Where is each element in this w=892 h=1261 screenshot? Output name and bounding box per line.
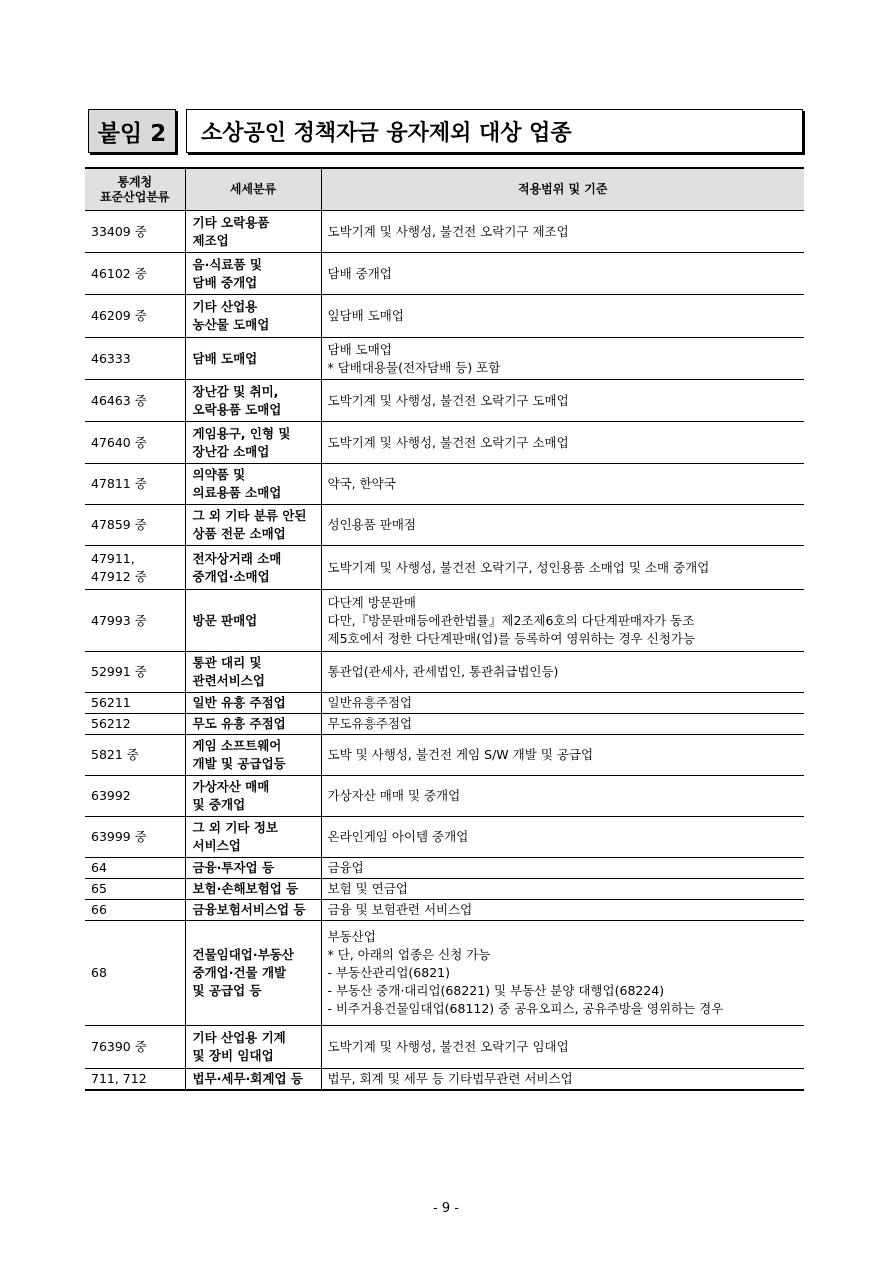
row-code: 47911, 47912 중 [85, 546, 185, 590]
row-code: 5821 중 [85, 735, 185, 776]
table-row [85, 879, 804, 900]
row-code: 47993 중 [85, 590, 185, 652]
table-row [85, 714, 804, 735]
row-code: 46463 중 [85, 380, 185, 422]
row-subclass-name: 보험·손해보험업 등 [185, 879, 321, 900]
table-row [85, 900, 804, 921]
table-row [85, 380, 804, 422]
row-code: 65 [85, 879, 185, 900]
table-row [85, 817, 804, 858]
row-scope: 도박기계 및 사행성, 불건전 오락기구 도매업 [321, 380, 804, 422]
row-subclass-name: 장난감 및 취미, 오락용품 도매업 [185, 380, 321, 422]
table-row [85, 211, 804, 253]
page-title: 소상공인 정책자금 융자제외 대상 업종 [186, 109, 803, 153]
row-code: 47859 중 [85, 505, 185, 546]
table-row [85, 1069, 804, 1091]
row-code: 33409 중 [85, 211, 185, 253]
row-code: 711, 712 [85, 1069, 185, 1091]
table-row [85, 546, 804, 590]
row-subclass-name: 기타 산업용 기계 및 장비 임대업 [185, 1026, 321, 1069]
row-subclass-name: 그 외 기타 정보 서비스업 [185, 817, 321, 858]
row-scope: 도박기계 및 사행성, 불건전 오락기구 제조업 [321, 211, 804, 253]
attachment-tag: 붙임 2 [88, 109, 176, 153]
row-scope: 도박기계 및 사행성, 불건전 오락기구 임대업 [321, 1026, 804, 1069]
header-scope: 적용범위 및 기준 [321, 168, 804, 211]
row-scope: 담배 도매업 * 담배대용물(전자담배 등) 포함 [321, 338, 804, 380]
row-code: 47640 중 [85, 422, 185, 464]
row-subclass-name: 방문 판매업 [185, 590, 321, 652]
row-subclass-name: 금융·투자업 등 [185, 858, 321, 879]
row-subclass-name: 음·식료품 및 담배 중개업 [185, 253, 321, 295]
row-scope: 성인용품 판매점 [321, 505, 804, 546]
row-subclass-name: 법무·세무·회계업 등 [185, 1069, 321, 1091]
row-scope: 법무, 회계 및 세무 등 기타법무관련 서비스업 [321, 1069, 804, 1091]
table-row [85, 776, 804, 817]
table-row [85, 505, 804, 546]
row-scope: 금융 및 보험관련 서비스업 [321, 900, 804, 921]
row-subclass-name: 담배 도매업 [185, 338, 321, 380]
row-scope: 도박기계 및 사행성, 불건전 오락기구, 성인용품 소매업 및 소매 중개업 [321, 546, 804, 590]
table-header-row [85, 168, 804, 211]
row-subclass-name: 그 외 기타 분류 안된 상품 전문 소매업 [185, 505, 321, 546]
page-number: - 9 - [433, 1201, 459, 1216]
row-subclass-name: 금융보험서비스업 등 [185, 900, 321, 921]
table-row [85, 652, 804, 693]
row-code: 63999 중 [85, 817, 185, 858]
row-scope: 도박기계 및 사행성, 불건전 오락기구 소매업 [321, 422, 804, 464]
row-code: 46333 [85, 338, 185, 380]
table-row [85, 693, 804, 714]
row-code: 68 [85, 921, 185, 1026]
table-row [85, 338, 804, 380]
table-row [85, 735, 804, 776]
row-scope: 도박 및 사행성, 불건전 게임 S/W 개발 및 공급업 [321, 735, 804, 776]
row-scope: 담배 중개업 [321, 253, 804, 295]
table-row [85, 295, 804, 338]
row-subclass-name: 전자상거래 소매 중개업·소매업 [185, 546, 321, 590]
row-subclass-name: 게임 소프트웨어 개발 및 공급업등 [185, 735, 321, 776]
row-subclass-name: 기타 산업용 농산물 도매업 [185, 295, 321, 338]
row-scope: 무도유흥주점업 [321, 714, 804, 735]
row-code: 46209 중 [85, 295, 185, 338]
row-scope: 온라인게임 아이템 중개업 [321, 817, 804, 858]
row-code: 56212 [85, 714, 185, 735]
row-code: 47811 중 [85, 464, 185, 505]
row-subclass-name: 의약품 및 의료용품 소매업 [185, 464, 321, 505]
row-scope: 일반유흥주점업 [321, 693, 804, 714]
header-subclass: 세세분류 [185, 168, 321, 211]
row-subclass-name: 기타 오락용품 제조업 [185, 211, 321, 253]
row-code: 63992 [85, 776, 185, 817]
excluded-industries-table [85, 167, 804, 1091]
row-scope: 통관업(관세사, 관세법인, 통관취급법인등) [321, 652, 804, 693]
row-subclass-name: 무도 유흥 주점업 [185, 714, 321, 735]
table-row [85, 858, 804, 879]
row-scope: 잎담배 도매업 [321, 295, 804, 338]
row-subclass-name: 건물임대업·부동산 중개업·건물 개발 및 공급업 등 [185, 921, 321, 1026]
table-row [85, 921, 804, 1026]
row-code: 64 [85, 858, 185, 879]
row-code: 46102 중 [85, 253, 185, 295]
row-subclass-name: 통관 대리 및 관련서비스업 [185, 652, 321, 693]
table-row [85, 422, 804, 464]
row-scope: 금융업 [321, 858, 804, 879]
row-scope: 가상자산 매매 및 중개업 [321, 776, 804, 817]
row-scope: 보험 및 연금업 [321, 879, 804, 900]
row-scope: 다단계 방문판매 다만,『방문판매등에관한법률』제2조제6호의 다단계판매자가 동조 제5호에서 정한 다단계판매(업)를 등록하여 영위하는 경우 신청가능 [321, 590, 804, 652]
row-code: 56211 [85, 693, 185, 714]
table-row [85, 590, 804, 652]
row-scope: 부동산업 * 단, 아래의 업종은 신청 가능 - 부동산관리업(6821) - 부동산 중개·대리업(68221) 및 부동산 분양 대행업(68224) - 비주거용건물임대업(68112) 중 공유오피스, 공유주방을 영위하는 경우 [321, 921, 804, 1026]
table-row [85, 464, 804, 505]
table-row [85, 1026, 804, 1069]
row-code: 52991 중 [85, 652, 185, 693]
row-subclass-name: 게임용구, 인형 및 장난감 소매업 [185, 422, 321, 464]
row-code: 66 [85, 900, 185, 921]
row-scope: 약국, 한약국 [321, 464, 804, 505]
header-classification-code: 통계청 표준산업분류 [85, 168, 185, 211]
row-subclass-name: 일반 유흥 주점업 [185, 693, 321, 714]
row-subclass-name: 가상자산 매매 및 중개업 [185, 776, 321, 817]
table-row [85, 253, 804, 295]
row-code: 76390 중 [85, 1026, 185, 1069]
